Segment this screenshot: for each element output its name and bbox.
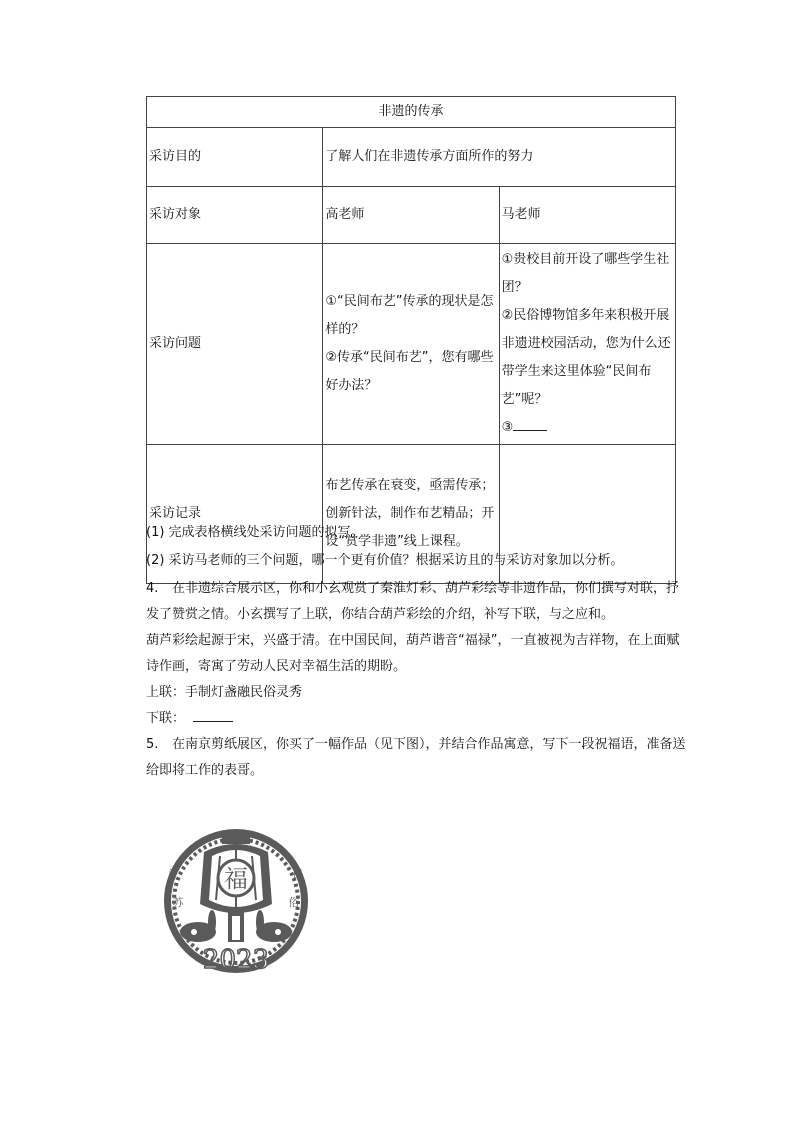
question-b-1: ①贵校目前开设了哪些学生社团？ — [501, 252, 670, 295]
item-4-text-1: 在非遗综合展示区，你和小玄观赏了秦淮灯彩、葫芦彩绘等非遗作品，你们撰写对联，抒发了赞赏之情。小玄撰写了上联，你结合葫芦彩绘的介绍，补写下联，与之应和。 — [146, 581, 680, 622]
question-b-3 — [502, 414, 673, 442]
question-2: (2) 采访马老师的三个问题，哪一个更有价值？根据采访且的与采访对象加以分析。 — [146, 553, 624, 568]
purpose-text: 了解人们在非遗传承方面所作的努力 — [323, 128, 676, 187]
purpose-label: 采访目的 — [147, 128, 323, 187]
teacher-b: 马老师 — [499, 187, 675, 244]
item-4-lower — [146, 706, 686, 732]
interview-table — [146, 96, 676, 584]
item-4-upper: 上联：手制灯盏融民俗灵秀 — [146, 685, 303, 700]
item-5-number: 5. — [146, 737, 159, 752]
lower-blank — [193, 707, 233, 722]
table-title: 非遗的传承 — [147, 97, 676, 128]
papercut-image — [152, 826, 320, 976]
question-1: (1) 完成表格横线处采访问题的拟写。 — [146, 525, 364, 540]
questions-block — [146, 520, 686, 784]
side-char-4: 俗 — [288, 896, 300, 909]
item-4-intro — [146, 576, 686, 628]
question-b-3-prefix: ③ — [501, 420, 514, 435]
record-teacher-a: 布艺传承在衰变，亟需传承； 创新针法，制作布艺精品；开设“赏学非遗”线上课程。 — [323, 445, 499, 584]
fu-character: 福 — [224, 865, 248, 893]
question-b-2: ②民俗博物馆多年来积极开展非遗进校园活动，您为什么还带学生来这里体验“民间布艺”呢？ — [501, 308, 671, 407]
year-text: 2023 — [202, 945, 270, 975]
item-5-text: 在南京剪纸展区，你买了一幅作品（见下图），并结合作品寓意，写下一段祝福语，准备送给即将工作的表哥。 — [146, 737, 686, 778]
item-4-text-2: 葫芦彩绘起源于宋，兴盛于清。在中国民间，葫芦谐音“福禄”，一直被视为吉祥物，在上面赋诗作画，寄寓了劳动人民对幸福生活的期盼。 — [146, 633, 680, 674]
questions-teacher-b — [499, 244, 675, 445]
answer-blank — [513, 416, 547, 431]
record-label: 采访记录 — [147, 445, 323, 584]
item-4-number: 4. — [146, 581, 159, 596]
item-5 — [146, 732, 686, 784]
teacher-a: 高老师 — [323, 187, 499, 244]
lower-label: 下联： — [146, 711, 186, 726]
side-char-1: 江 — [168, 868, 180, 881]
object-label: 采访对象 — [147, 187, 323, 244]
questions-teacher-a: ①“民间布艺”传承的现状是怎样的？ ②传承“民间布艺”，您有哪些好办法？ — [323, 244, 499, 445]
side-char-3: 民 — [292, 868, 304, 881]
side-char-2: 苏 — [172, 896, 184, 909]
question-label: 采访问题 — [147, 244, 323, 445]
